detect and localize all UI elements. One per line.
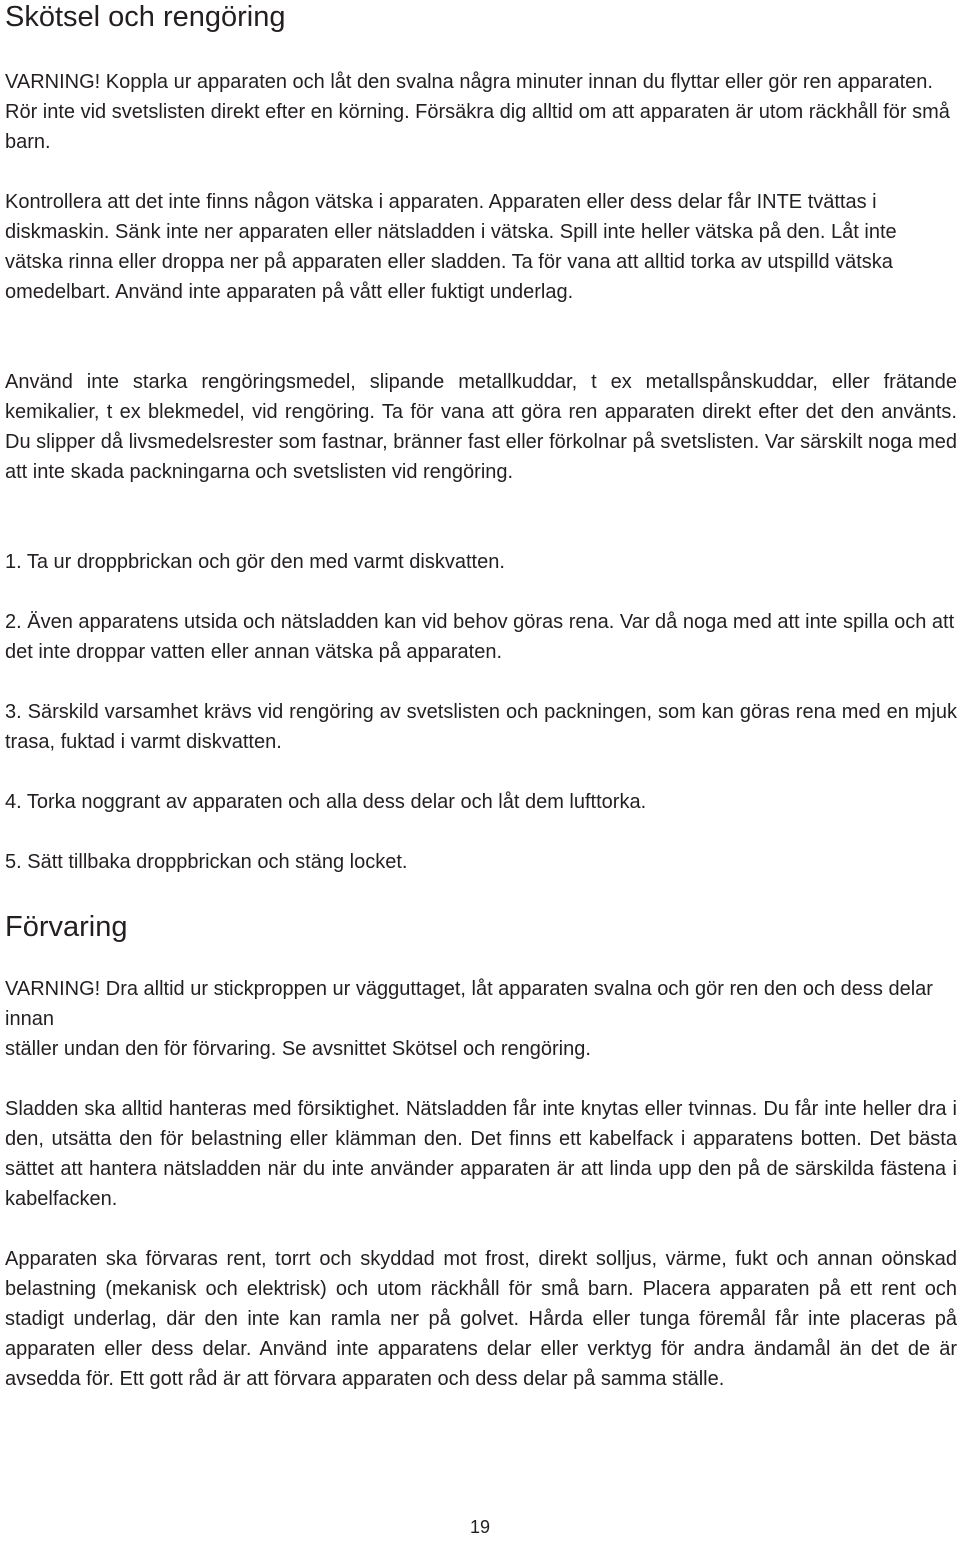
care-section-title: Skötsel och rengöring [5, 1, 286, 33]
cleaning-step-5: 5. Sätt tillbaka droppbrickan och stäng locket. [5, 851, 408, 873]
care-warning-paragraph: VARNING! Koppla ur apparaten och låt den svalna några minuter innan du flyttar eller gör ren apparaten. Rör inte vid svetslisten direkt efter en körning. Försäkra dig alltid om att apparaten är utom räckhåll för små barn. [5, 71, 950, 153]
storage-warning-line-1: VARNING! Dra alltid ur stickproppen ur vägguttaget, låt apparaten svalna och gör ren den och dess delar innan [5, 978, 933, 1030]
placement-paragraph: Apparaten ska förvaras rent, torrt och skyddad mot frost, direkt solljus, värme, fukt och annan oönskad belastning (mekanisk och elektrisk) och utom räckhåll för små barn. Placera apparaten på ett rent och stadigt underlag, där den inte kan ramla ner på golvet. Hårda eller tunga föremål får inte placeras på apparaten eller dess delar. Använd inte apparatens delar eller verktyg för andra ändamål än det de är avsedda för. Ett gott råd är att förvara apparaten och dess delar på samma ställe. [5, 1248, 957, 1390]
storage-section-title: Förvaring [5, 911, 128, 943]
cord-paragraph: Sladden ska alltid hanteras med försiktighet. Nätsladden får inte knytas eller tvinnas. Du får inte heller dra i den, utsätta den för belastning eller klämman den. Det finns ett kabelfack i apparatens botten. Det bästa sättet att hantera nätsladden när du inte använder apparaten är att linda upp den på de särskilda fästena i kabelfacken. [5, 1098, 957, 1210]
storage-warning-line-2: ställer undan den för förvaring. Se avsnittet Skötsel och rengöring. [5, 1038, 591, 1060]
page-number: 19 [469, 1517, 491, 1537]
cleaning-paragraph: Använd inte starka rengöringsmedel, slipande metallkuddar, t ex metallspånskuddar, eller frätande kemikalier, t ex blekmedel, vid rengöring. Ta för vana att göra ren apparaten direkt efter det den använts. Du slipper då livsmedelsrester som fastnar, bränner fast eller förkolnar på svetslisten. Var särskilt noga med att inte skada packningarna och svetslisten vid rengöring. [5, 371, 957, 483]
cleaning-step-3: 3. Särskild varsamhet krävs vid rengöring av svetslisten och packningen, som kan göras rena med en mjuk trasa, fuktad i varmt diskvatten. [5, 701, 957, 753]
cleaning-step-1: 1. Ta ur droppbrickan och gör den med varmt diskvatten. [5, 551, 505, 573]
liquid-paragraph: Kontrollera att det inte finns någon vätska i apparaten. Apparaten eller dess delar får INTE tvättas i diskmaskin. Sänk inte ner apparaten eller nätsladden i vätska. Spill inte heller vätska på den. Låt inte vätska rinna eller droppa ner på apparaten eller sladden. Ta för vana att alltid torka av utspilld vätska omedelbart. Använd inte apparaten på vått eller fuktigt underlag. [5, 191, 897, 303]
cleaning-step-4: 4. Torka noggrant av apparaten och alla dess delar och låt dem lufttorka. [5, 791, 647, 813]
cleaning-step-2: 2. Även apparatens utsida och nätsladden kan vid behov göras rena. Var då noga med att inte spilla och att det inte droppar vatten eller annan vätska på apparaten. [5, 611, 955, 663]
